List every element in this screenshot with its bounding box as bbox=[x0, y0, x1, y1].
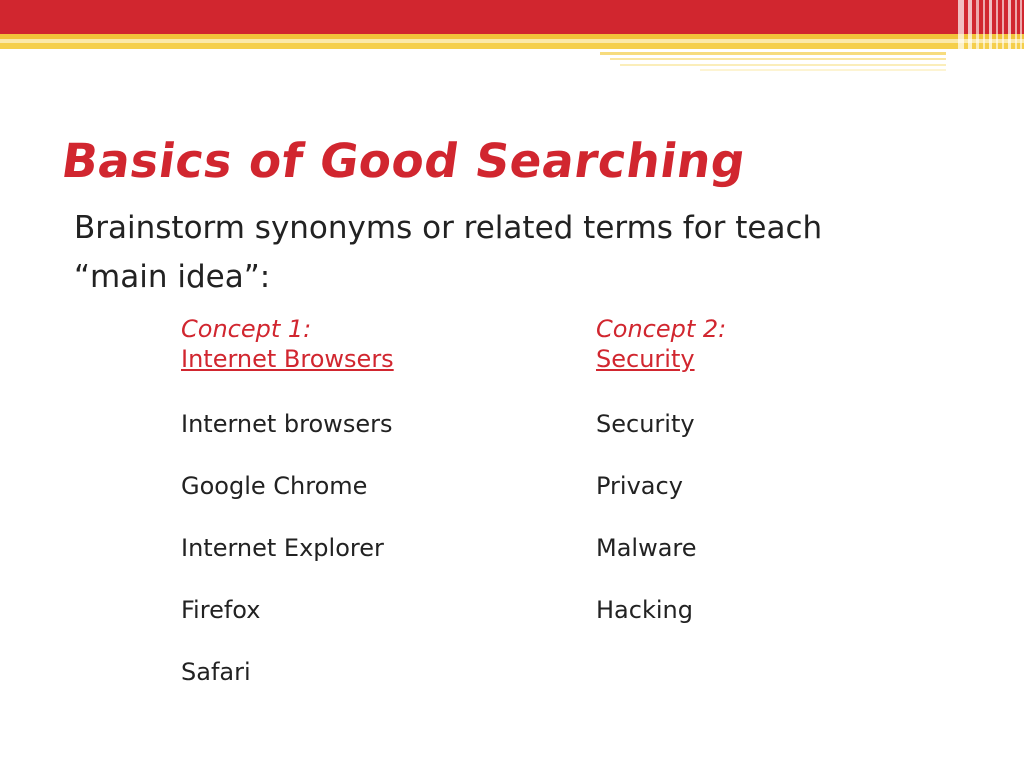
term-item: Security bbox=[596, 410, 695, 438]
term-item: Google Chrome bbox=[181, 472, 368, 500]
concept-column-2 bbox=[596, 314, 976, 657]
term-item: Privacy bbox=[596, 472, 683, 500]
term-item: Hacking bbox=[596, 596, 693, 624]
term-item: Safari bbox=[181, 658, 251, 686]
term-list bbox=[181, 409, 561, 719]
header-stripes-graphic bbox=[0, 0, 1024, 80]
concept-name: Internet Browsers bbox=[181, 345, 394, 373]
slide-title: Basics of Good Searching bbox=[58, 134, 750, 189]
term-item: Firefox bbox=[181, 596, 261, 624]
term-item: Internet browsers bbox=[181, 410, 393, 438]
term-list bbox=[596, 409, 976, 657]
term-item: Malware bbox=[596, 534, 697, 562]
concept-column-1 bbox=[181, 314, 561, 719]
header-banner bbox=[0, 0, 1024, 80]
slide-intro: Brainstorm synonyms or related terms for teach “main idea”: bbox=[74, 210, 823, 295]
concept-label: Concept 1: bbox=[181, 315, 312, 343]
concept-label: Concept 2: bbox=[596, 315, 727, 343]
term-item: Internet Explorer bbox=[181, 534, 384, 562]
concept-name: Security bbox=[596, 345, 695, 373]
